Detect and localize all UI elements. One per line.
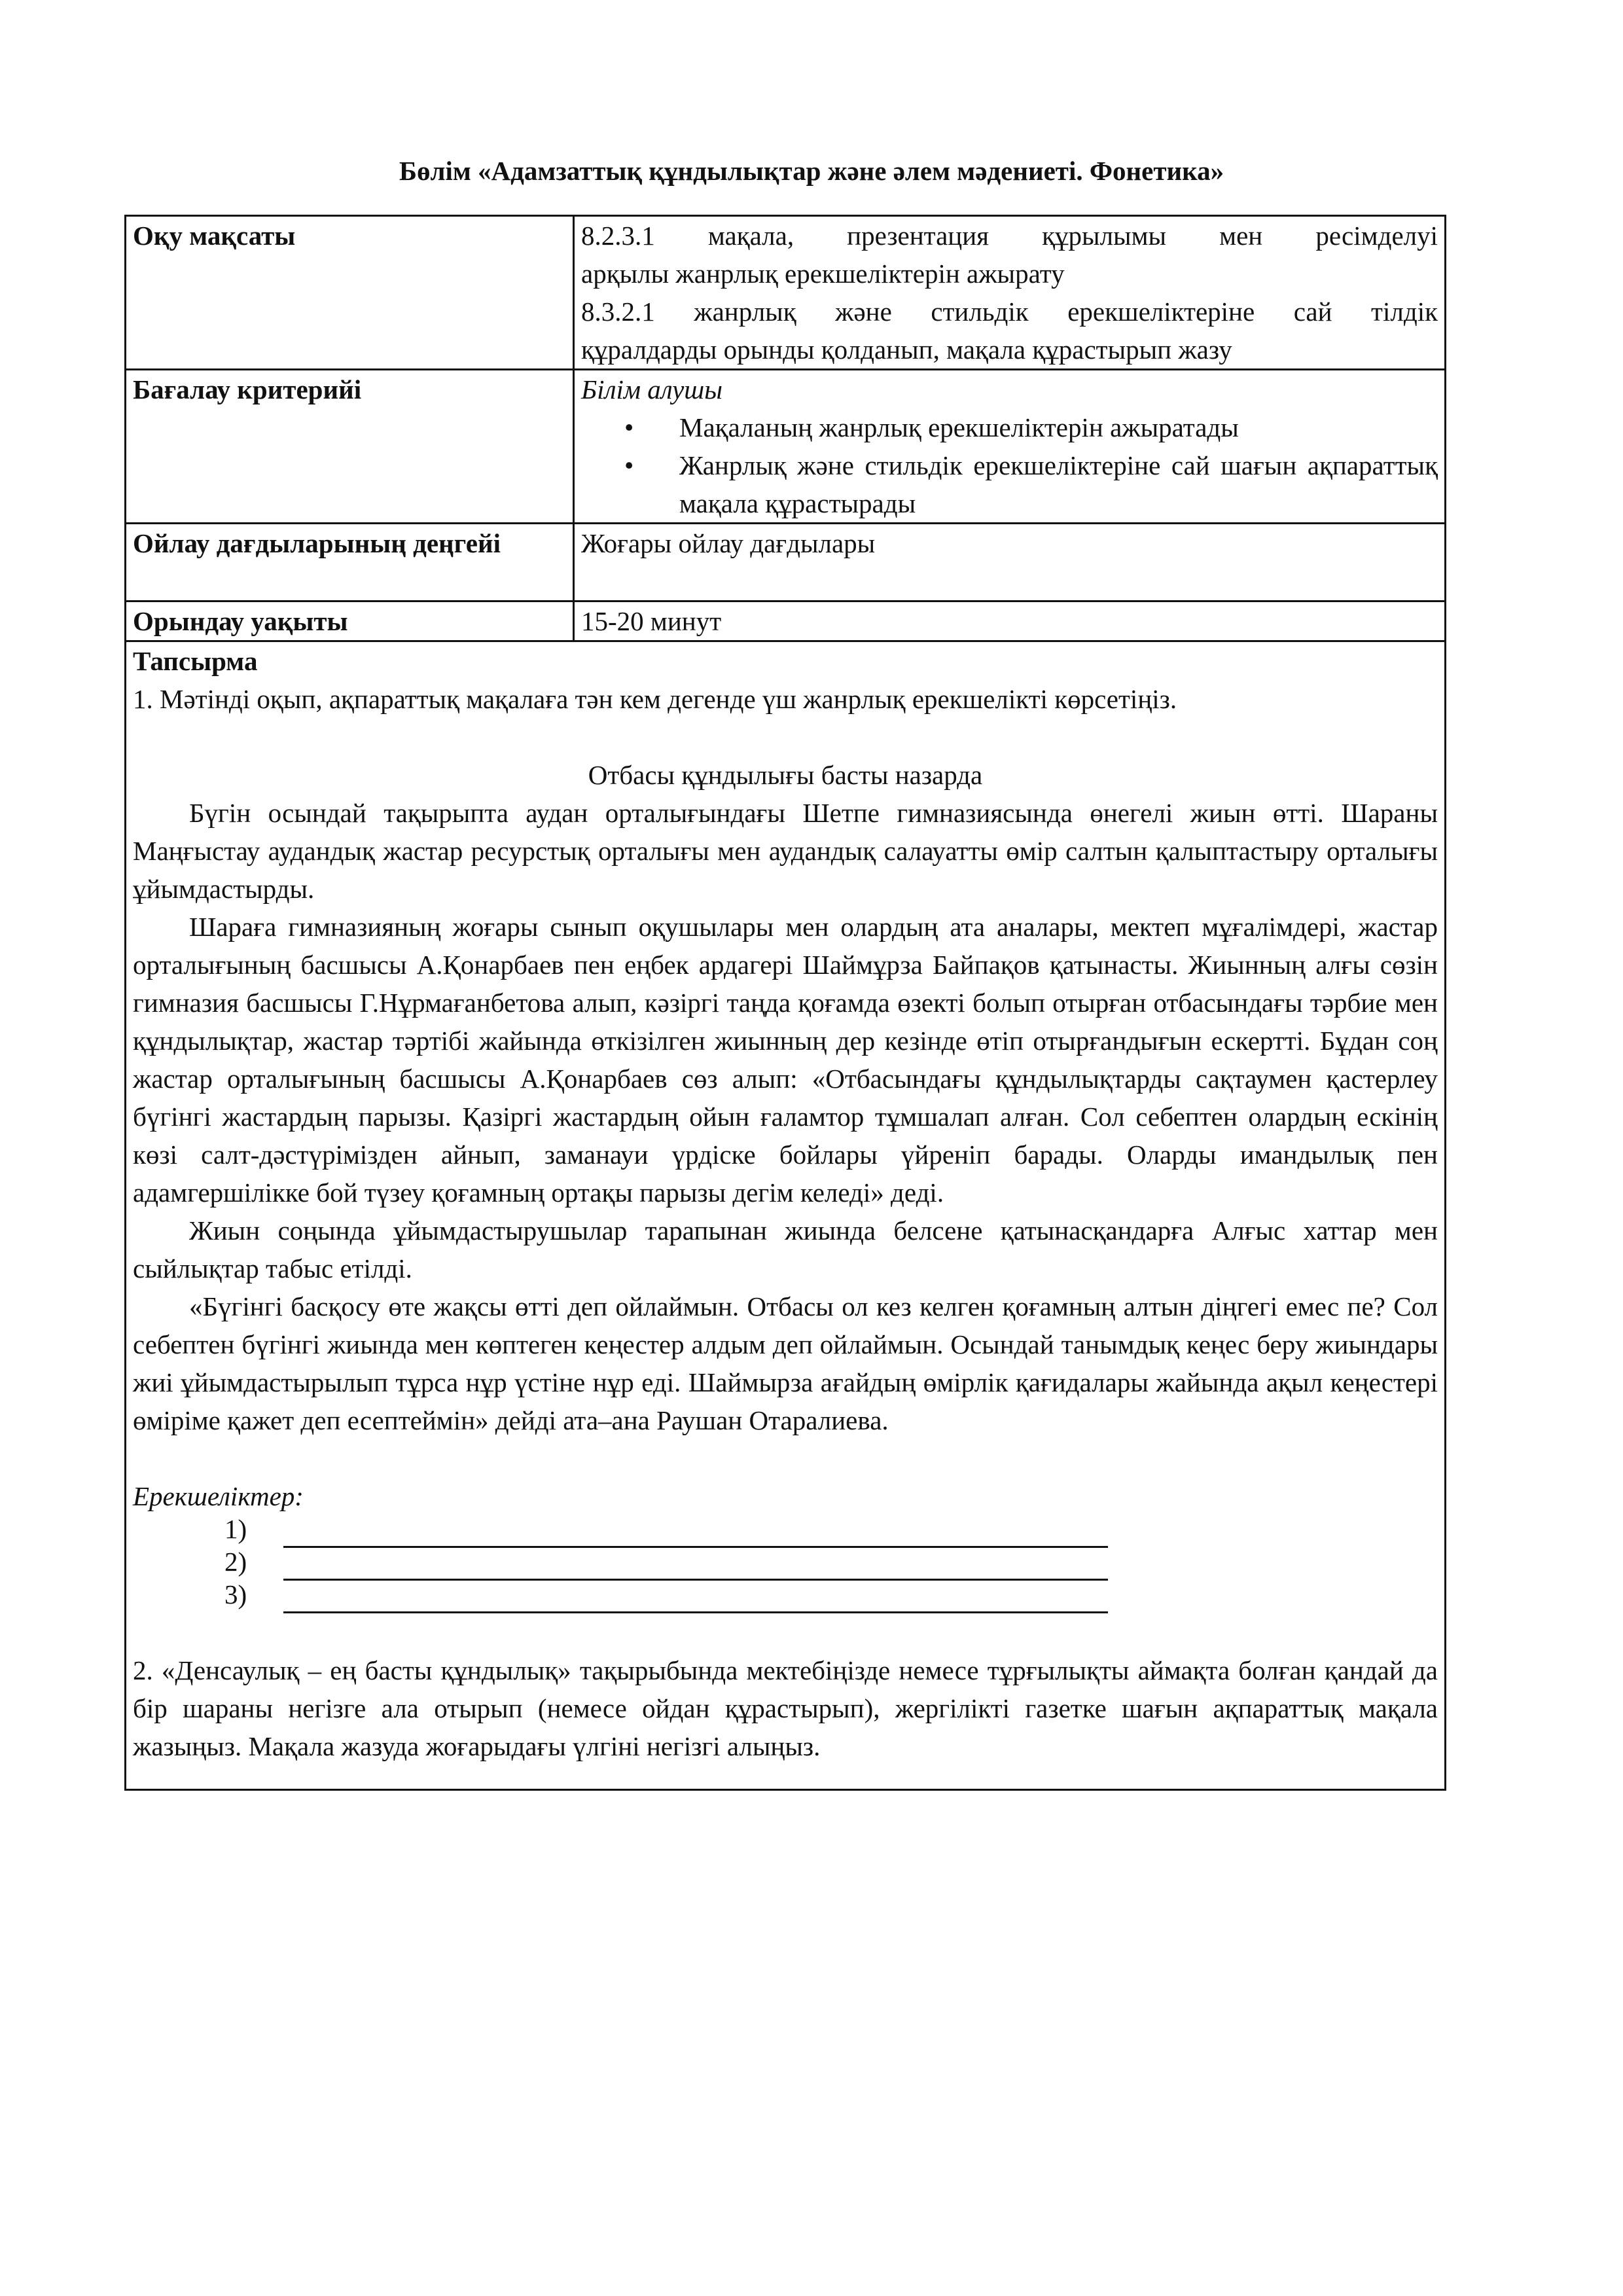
time-value: 15-20 минут [574,601,1446,641]
bullet-icon: • [624,412,634,442]
answer-blank[interactable] [283,1522,1108,1548]
answer-line-number: 3) [224,1579,247,1609]
answer-line-number: 1) [224,1514,247,1544]
criteria-row [126,370,1446,524]
thinking-label: Ойлау дағдыларының деңгейі [126,524,574,601]
thinking-value: Жоғары ойлау дағдылары [574,524,1446,601]
objective-line: арқылы жанрлық ерекшеліктерін ажырату [581,259,1065,289]
objective-row [126,216,1446,370]
objective-line: құралдарды орынды қолданып, мақала құрастырып жазу [581,334,1232,365]
criteria-item [581,446,1438,522]
criteria-label: Бағалау критерийі [126,370,574,524]
article-paragraph: Бүгін осындай тақырыпта аудан орталығындағы Шетпе гимназиясында өнегелі жиын өтті. Шараны Маңғыстау аудандық жастар ресурстық орталығы мен аудандық салауатты өмір салтын қалыптастыру орталығы ұйымдастырды. [133,798,1438,904]
features-label: Ерекшеліктер: [133,1481,304,1511]
task-2-text: 2. «Денсаулық – ең басты құндылық» тақырыбында мектебіңізде немесе тұрғылықты аймақта болған қандай да бір шараны негізге ала отырып (немесе ойдан құрастырып), жергілікті газетке шағын ақпараттық мақала жазыңыз. Мақала жазуда жоғарыдағы үлгіні негізгі алыңыз. [133,1655,1438,1761]
answer-blank[interactable] [283,1555,1108,1581]
objective-line: 8.2.3.1 мақала, презентация құрылымы мен ресімделуі [581,221,1438,251]
bullet-icon: • [624,450,634,480]
page-title: Бөлім «Адамзаттық құндылықтар және әлем мәдениеті. Фонетика» [399,156,1224,186]
criteria-intro: Білім алушы [581,374,723,404]
task-row [126,641,1446,1790]
spacer [133,1613,1438,1651]
spacer [133,718,1438,756]
time-label: Орындау уақыты [126,601,574,641]
answer-line[interactable] [133,1515,1438,1548]
criteria-item [581,408,1438,446]
spacer [133,1439,1438,1477]
thinking-row [126,524,1446,601]
answer-line[interactable] [133,1548,1438,1581]
criteria-item-text: Жанрлық және стильдік ерекшеліктеріне сай шағын ақпараттық мақала құрастырады [679,450,1438,518]
objective-line: 8.3.2.1 жанрлық және стильдік ерекшеліктеріне сай тілдік [581,296,1438,327]
article-title: Отбасы құндылығы басты назарда [588,760,983,790]
objective-label: Оқу мақсаты [126,216,574,370]
answer-blank[interactable] [283,1588,1108,1613]
task-1-text: 1. Мәтінді оқып, ақпараттық мақалаға тән кем дегенде үш жанрлық ерекшелікті көрсетіңіз. [133,684,1177,714]
answer-line[interactable] [133,1581,1438,1613]
article-paragraph: Жиын соңында ұйымдастырушылар тарапынан жиында белсене қатынасқандарға Алғыс хаттар мен сыйлықтар табыс етілді. [133,1215,1438,1283]
article-paragraph: Шараға гимназияның жоғары сынып оқушылары мен олардың ата аналары, мектеп мұғалімдері, жастар орталығының басшысы А.Қонарбаев пен еңбек ардагері Шаймұрза Байпақов қатынасты. Жиынның алғы сөзін гимназия басшысы Г.Нұрмағанбетова алып, кәзіргі таңда қоғамда өзекті болып отырған отбасындағы тәрбие мен құндылықтар, жастар тәртібі жайында өткізілген жиынның дер кезінде өтіп отырғандығын ескертті. Бұдан соң жастар орталығының басшысы А.Қонарбаев сөз алып: «Отбасындағы құндылықтарды сақтаумен қастерлеу бүгінгі жастардың парызы. Қазіргі жастардың ойын ғаламтор тұмшалап алған. Сол себептен олардың ескінің көзі салт-дәстүрімізден айнып, заманауи үрдіске бойлары үйреніп барады. Оларды имандылық пен адамгершілікке бой түзеу қоғамның ортақы парызы дегім келеді» деді. [133,912,1438,1208]
objective-value [574,216,1446,370]
task-heading: Тапсырма [133,646,258,676]
task-cell [126,641,1446,1790]
answer-line-number: 2) [224,1547,247,1577]
criteria-list [581,408,1438,522]
time-row [126,601,1446,641]
lesson-table [124,215,1446,1791]
criteria-item-text: Мақаланың жанрлық ерекшеліктерін ажыратады [679,412,1239,442]
criteria-value [574,370,1446,524]
article-paragraph: «Бүгінгі басқосу өте жақсы өтті деп ойлаймын. Отбасы ол кез келген қоғамның алтын діңгегі емес пе? Сол себептен бүгінгі жиында мен көптеген кеңестер алдым деп ойлаймын. Осындай танымдық кеңес беру жиындары жиі ұйымдастырылып тұрса нұр үстіне нұр еді. Шаймырза ағайдың өмірлік қағидалары жайында ақыл кеңестері өміріме қажет деп есептеймін» дейді ата–ана Раушан Отаралиева. [133,1291,1438,1435]
